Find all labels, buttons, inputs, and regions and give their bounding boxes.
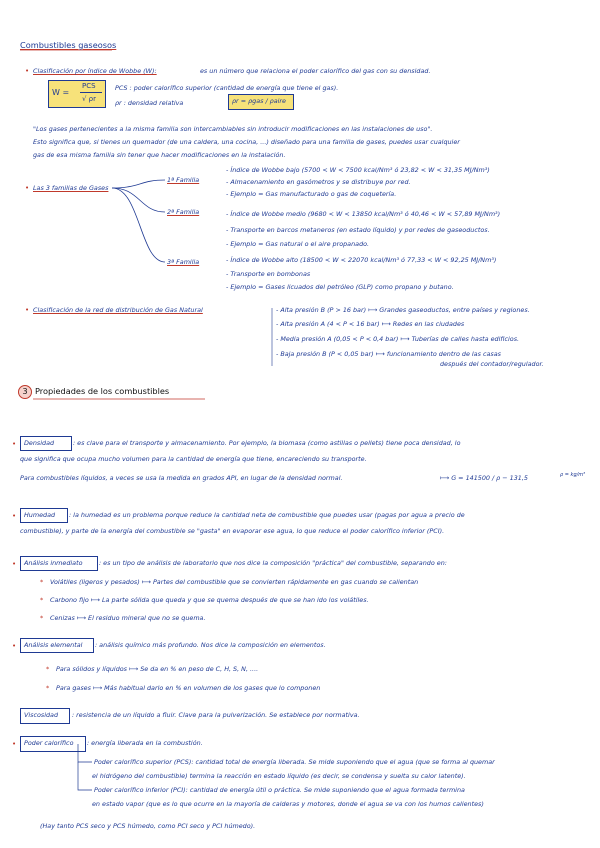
red-item-cont: después del contador/regulador. (440, 360, 544, 368)
pcs-text: el hidrógeno del combustible) termina la reacción en estado líquido (es decir, se condensa y suelta su calor latente). (92, 772, 466, 780)
family-3-item: - Ejemplo = Gases licuados del petróleo (GLP) como propano y butano. (226, 283, 454, 291)
bullet: • (12, 740, 17, 748)
bullet: • (12, 642, 17, 650)
inmediato-item: Volátiles (ligeros y pesados) ⟼ Partes del combustible que se convierten rápidamente en gas cuando se calientan (50, 578, 419, 586)
rho-definition: ρr : densidad relativa (115, 99, 184, 107)
formula-num: PCS (82, 82, 96, 90)
family-1-item: - Índice de Wobbe bajo (5700 < W < 7500 kcal/Nm³ ó 23,82 < W < 31,35 MJ/Nm³) (226, 166, 490, 174)
densidad-text: que significa que ocupa mucho volumen para la cantidad de energía que tiene, encareciendo su transporte. (20, 455, 367, 463)
pci-text: en estado vapor (que es lo que ocurre en la mayoría de calderas y motores, donde el agua se va con los humos calientes) (92, 800, 484, 808)
red-item: - Media presión A (0,05 < P < 0,4 bar) ⟼ Tuberías de calles hasta edificios. (276, 335, 520, 343)
inmediato-item: Carbono fijo ⟼ La parte sólida que queda y que se quema después de que se han ido los volátiles. (50, 596, 369, 604)
densidad-text: : es clave para el transporte y almacenamiento. Por ejemplo, la biomasa (como astillas o pellets) tiene poca densidad, lo (73, 439, 461, 447)
inmediato-item: Cenizas ⟼ El residuo mineral que no se quema. (50, 614, 206, 622)
poder-note: (Hay tanto PCS seco y PCS húmedo, como PCI seco y PCI húmedo). (40, 822, 256, 830)
family-2-label: 2ª Familia (167, 208, 200, 216)
api-formula-note: ρ = kg/m³ (560, 472, 586, 478)
family-1-item: - Ejemplo = Gas manufacturado o gas de coquetería. (226, 190, 397, 198)
formula-den: √ ρr (82, 95, 97, 103)
elemental-text: : análisis químico más profundo. Nos dice la composición en elementos. (95, 641, 326, 649)
section-number: 3 (18, 385, 32, 399)
quote-line-3: gas de esa misma familia sin tener que hacer modificaciones en la instalación. (33, 151, 286, 159)
humedad-text: combustible), y parte de la energía del combustible se "gasta" en evaporar ese agua, lo que reduce el poder calorífico inferior (PCI). (20, 527, 445, 535)
bullet: • (25, 67, 30, 75)
densidad-text: Para combustibles líquidos, a veces se usa la medida en grados API, en lugar de la densidad normal. (20, 474, 343, 482)
bullet: • (12, 512, 17, 520)
formula-lhs: W = (52, 88, 70, 97)
quote-line-2: Esto significa que, si tienes un quemador (de una caldera, una cocina, ...) diseñado para una familia de gases, puedes usar cualquier (33, 138, 460, 146)
humedad-text: : la humedad es un problema porque reduce la cantidad neta de combustible que puedes usar (pagas por agua a precio de (69, 511, 465, 519)
item-marker: * (40, 578, 44, 586)
item-marker: * (46, 684, 50, 692)
viscosidad-text: : resistencia de un líquido a fluir. Clave para la pulverización. Se establece por normativa. (72, 711, 360, 719)
red-item: - Alta presión B (P > 16 bar) ⟼ Grandes gaseoductos, entre países y regiones. (276, 306, 530, 314)
wobbe-heading: Clasificación por índice de Wobbe (W): (33, 67, 157, 75)
bullet: • (25, 184, 30, 192)
inmediato-text: : es un tipo de análisis de laboratorio que nos dice la composición "práctica" del combustible, separando en: (99, 559, 447, 567)
bullet: • (12, 560, 17, 568)
rho-formula: ρr = ρgas / ρaire (232, 97, 286, 105)
section-title: Combustibles gaseosos (20, 40, 117, 50)
family-3-item: - Índice de Wobbe alto (18500 < W < 22070 kcal/Nm³ ó 77,33 < W < 92,25 MJ/Nm³) (226, 256, 497, 264)
wobbe-definition: es un número que relaciona el poder calorífico del gas con su densidad. (200, 67, 431, 75)
family-3-item: - Transporte en bombonas (226, 270, 311, 278)
red-heading: Clasificación de la red de distribución de Gas Natural (33, 306, 203, 314)
bullet: • (25, 306, 30, 314)
elemental-label: Análisis elemental (24, 641, 83, 649)
family-2-item: - Ejemplo = Gas natural o el aire propanado. (226, 240, 370, 248)
item-marker: * (40, 614, 44, 622)
pci-text: Poder calorífico inferior (PCI): cantidad de energía útil o práctica. Se mide suponiendo que el agua formada termina (94, 786, 465, 794)
pcs-text: Poder calorífico superior (PCS): cantidad total de energía liberada. Se mide suponiendo que el agua (que se forma al quemar (94, 758, 495, 766)
section-title: Propiedades de los combustibles (35, 386, 170, 396)
item-marker: * (46, 665, 50, 673)
pcs-definition: PCS : poder calorífico superior (cantidad de energía que tiene el gas). (115, 84, 339, 92)
humedad-label: Humedad (24, 511, 56, 519)
poder-text: : energía liberada en la combustión. (87, 739, 203, 747)
formula-bar (80, 92, 102, 93)
family-2-item: - Índice de Wobbe medio (9680 < W < 13850 kcal/Nm³ ó 40,46 < W < 57,89 MJ/Nm³) (226, 210, 501, 218)
red-item: - Alta presión A (4 < P < 16 bar) ⟼ Redes en las ciudades (276, 320, 465, 328)
family-3-label: 3ª Familia (167, 258, 200, 266)
item-marker: * (40, 596, 44, 604)
family-1-label: 1ª Familia (167, 176, 200, 184)
viscosidad-label: Viscosidad (24, 711, 59, 719)
families-heading: Las 3 familias de Gases (33, 184, 109, 192)
elemental-item: Para sólidos y líquidos ⟼ Se da en % en peso de C, H, S, N, .... (56, 665, 259, 673)
quote-line-1: "Los gases pertenecientes a la misma familia son intercambiables sin introducir modificaciones en las instalaciones de uso". (33, 125, 433, 133)
bullet: • (12, 440, 17, 448)
poder-label: Poder calorífico (24, 739, 74, 747)
family-2-item: - Transporte en barcos metaneros (en estado líquido) y por redes de gaseoductos. (226, 226, 490, 234)
red-item: - Baja presión B (P < 0,05 bar) ⟼ funcionamiento dentro de las casas (276, 350, 501, 358)
inmediato-label: Análisis inmediato (24, 559, 83, 567)
elemental-item: Para gases ⟼ Más habitual darlo en % en volumen de los gases que lo componen (56, 684, 321, 692)
api-formula: ⟼ G = 141500 / ρ − 131,5 (440, 474, 528, 482)
family-1-item: - Almacenamiento en gasómetros y se distribuye por red. (226, 178, 411, 186)
densidad-label: Densidad (24, 439, 55, 447)
